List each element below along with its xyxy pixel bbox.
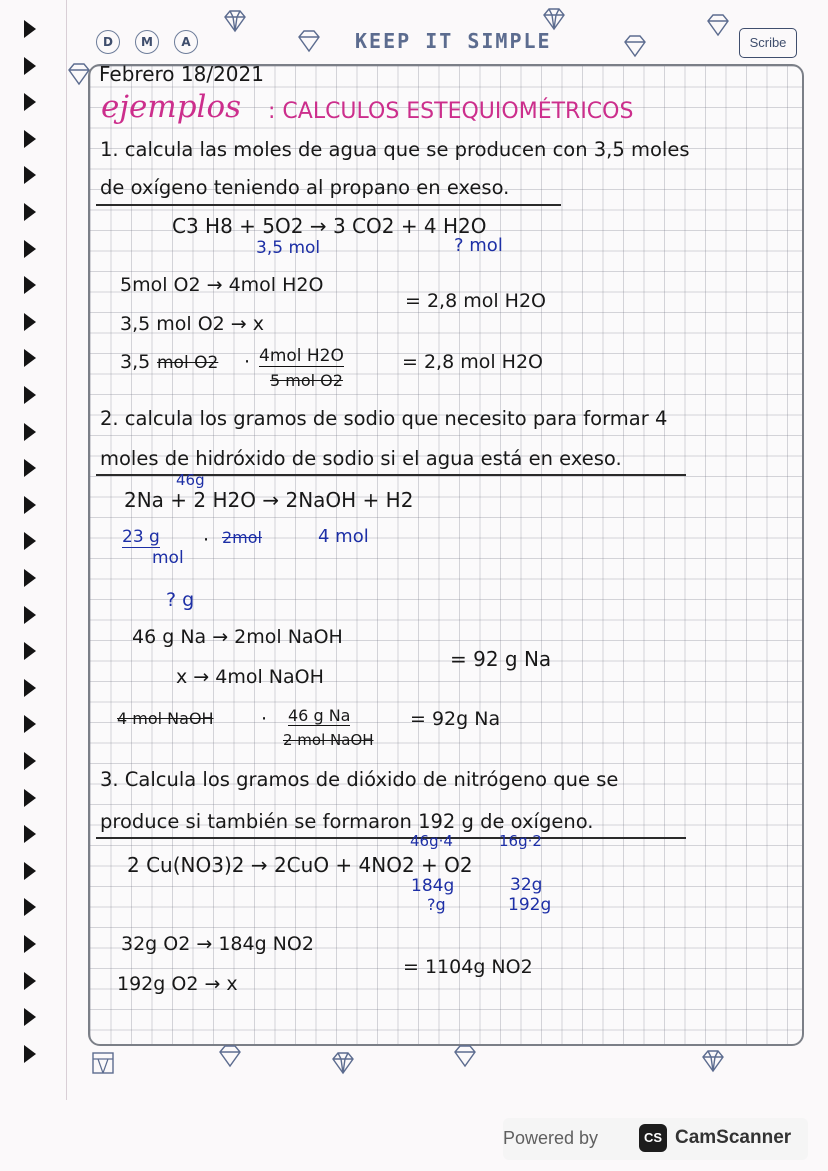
ex2-calc-cancel: 4 mol NaOH [117, 709, 214, 728]
diamond-icon [705, 12, 731, 38]
ex2-molar-num: 23 g [122, 527, 160, 547]
ring-hole-icon [24, 130, 36, 148]
ring-hole-icon [24, 349, 36, 367]
ex2-rule-result: = 92 g Na [450, 647, 552, 671]
ex1-rule1: 5mol O2 → 4mol H2O [120, 274, 324, 296]
diamond-icon [222, 8, 248, 34]
ex3-no2-unknown: ?g [427, 895, 446, 914]
camscanner-footer [503, 1118, 808, 1160]
tab-m: M [135, 30, 159, 54]
ex3-rule-result: = 1104g NO2 [403, 956, 533, 978]
diamond-icon [330, 1050, 356, 1076]
ring-hole-icon [24, 93, 36, 111]
ex2-line1: 2. calcula los gramos de sodio que necesito para formar 4 [100, 407, 668, 430]
ex1-rule-result: = 2,8 mol H2O [405, 290, 546, 312]
ring-hole-icon [24, 1045, 36, 1063]
ex2-four-mol: 4 mol [318, 526, 369, 547]
ring-hole-icon [24, 972, 36, 990]
ex2-calc-dot: · [261, 708, 268, 730]
ring-hole-icon [24, 496, 36, 514]
scribe-badge: Scribe [739, 28, 797, 58]
ring-hole-icon [24, 935, 36, 953]
ring-hole-icon [24, 679, 36, 697]
ex3-no2-mass: 184g [411, 876, 455, 896]
ring-hole-icon [24, 240, 36, 258]
ring-hole-icon [24, 532, 36, 550]
camscanner-logo-icon: CS [639, 1124, 667, 1152]
ex1-rule2: 3,5 mol O2 → x [120, 313, 264, 335]
ring-hole-icon [24, 203, 36, 221]
note-title-rest: : CALCULOS ESTEQUIOMÉTRICOS [268, 99, 634, 124]
diamond-icon [296, 28, 322, 54]
ex3-underline [96, 837, 686, 839]
ring-hole-icon [24, 423, 36, 441]
ring-hole-icon [24, 825, 36, 843]
ex3-top-no2: 46g·4 [410, 832, 453, 850]
note-date: Febrero 18/2021 [99, 62, 264, 86]
ex2-calc-denominator: 2 mol NaOH [283, 731, 374, 749]
diamond-icon [700, 1048, 726, 1074]
ex1-given: 3,5 mol [256, 238, 321, 258]
ex1-calc-dot: · [244, 351, 251, 373]
ring-hole-icon [24, 569, 36, 587]
ring-hole-icon [24, 166, 36, 184]
ex2-molar-den: mol [152, 548, 184, 568]
margin-line [66, 0, 67, 1100]
ex1-calc-numerator: 4mol H2O [259, 346, 344, 366]
ring-hole-icon [24, 898, 36, 916]
ring-hole-icon [24, 57, 36, 75]
ring-hole-icon [24, 313, 36, 331]
ring-hole-icon [24, 752, 36, 770]
tab-d: D [96, 30, 120, 54]
ex1-calc-prefix: 3,5 [120, 351, 151, 373]
ring-hole-icon [24, 715, 36, 733]
grid-paper [88, 64, 804, 1046]
ex1-calc-result: = 2,8 mol H2O [402, 351, 543, 373]
ex3-equation: 2 Cu(NO3)2 → 2CuO + 4NO2 + O2 [127, 853, 473, 877]
ring-hole-icon [24, 606, 36, 624]
diamond-icon [217, 1043, 243, 1069]
ex2-dot: · [203, 529, 210, 551]
ring-hole-icon [24, 386, 36, 404]
ex3-top-o2: 16g·2 [499, 832, 542, 850]
diamond-icon [541, 6, 567, 32]
ex1-equation: C3 H8 + 5O2 → 3 CO2 + 4 H2O [172, 214, 487, 238]
ex2-equation: 2Na + 2 H2O → 2NaOH + H2 [124, 488, 414, 512]
brand-title: KEEP IT SIMPLE [355, 29, 552, 53]
ring-hole-icon [24, 862, 36, 880]
ex2-two-mol: 2mol [222, 528, 262, 547]
ex3-o2-given: 192g [508, 895, 552, 915]
ring-hole-icon [24, 276, 36, 294]
ex3-line2: produce si también se formaron 192 g de oxígeno. [100, 810, 594, 833]
ring-hole-icon [24, 789, 36, 807]
ex2-unknown: ? g [166, 589, 195, 611]
diamond-icon [452, 1043, 478, 1069]
camscanner-brand: CamScanner [675, 1127, 792, 1148]
ex1-calc-cancel: mol O2 [157, 353, 219, 373]
ring-hole-icon [24, 20, 36, 38]
ring-hole-icon [24, 642, 36, 660]
ex2-calc-numerator: 46 g Na [288, 706, 351, 725]
ex3-rule1: 32g O2 → 184g NO2 [121, 933, 314, 955]
ring-holes [24, 20, 46, 1080]
ex1-line1: 1. calcula las moles de agua que se producen con 3,5 moles [100, 138, 690, 161]
ex2-rule1: 46 g Na → 2mol NaOH [132, 626, 343, 648]
ex1-calc-denominator: 5 mol O2 [270, 371, 343, 390]
ex3-line1: 3. Calcula los gramos de dióxido de nitrógeno que se [100, 768, 619, 791]
ex2-calc-result: = 92g Na [410, 708, 501, 730]
ring-hole-icon [24, 459, 36, 477]
ex2-line2: moles de hidróxido de sodio si el agua está en exeso. [100, 447, 622, 470]
powered-by-label: Powered by [503, 1128, 599, 1148]
ex3-o2-mass: 32g [510, 875, 543, 895]
ex2-rule2: x → 4mol NaOH [176, 666, 324, 688]
ex3-rule2: 192g O2 → x [117, 973, 238, 995]
ring-hole-icon [24, 1008, 36, 1026]
ex1-unknown: ? mol [454, 235, 503, 256]
ex1-line2: de oxígeno teniendo al propano en exeso. [100, 176, 510, 199]
ex1-underline [96, 204, 561, 206]
note-title-main: ejemplos [101, 89, 242, 125]
ex2-mass-top: 46g [176, 471, 205, 489]
diamond-icon [90, 1050, 116, 1076]
diamond-icon [622, 33, 648, 59]
tab-a: A [174, 30, 198, 54]
